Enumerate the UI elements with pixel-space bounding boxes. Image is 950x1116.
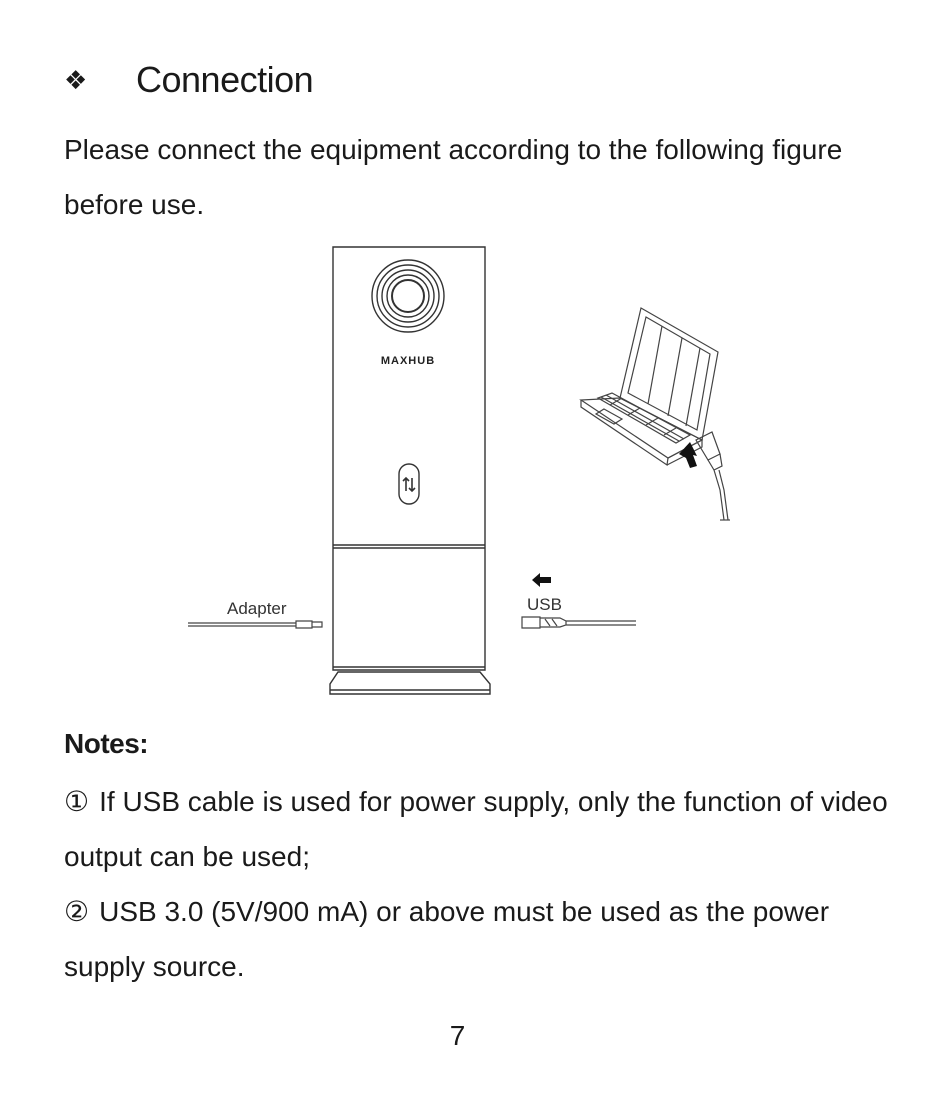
- intro-paragraph: Please connect the equipment according to the following figure before use.: [64, 134, 843, 220]
- notes-title: Notes:: [64, 728, 149, 759]
- section-title: Connection: [136, 59, 314, 100]
- section-heading: [64, 56, 313, 104]
- notes-list: [64, 774, 904, 994]
- note-marker: ①: [64, 786, 90, 817]
- up-arrow-icon: [679, 442, 697, 468]
- adapter-cable-illustration: [188, 621, 322, 628]
- usb-label: USB: [527, 595, 562, 614]
- note-item: [64, 884, 904, 994]
- brand-logo-text: MAXHUB: [380, 355, 436, 367]
- page-number: 7: [449, 1020, 466, 1051]
- note-marker: ②: [64, 896, 90, 927]
- adapter-label: Adapter: [227, 599, 287, 618]
- laptop-illustration: [581, 308, 730, 520]
- camera-device-illustration: [330, 247, 490, 694]
- diamond-bullet-icon: ❖: [64, 65, 88, 95]
- note-item: [64, 774, 904, 884]
- left-arrow-icon: [532, 573, 551, 587]
- note-text: If USB cable is used for power supply, only the function of video output can be used;: [64, 786, 888, 872]
- usb-cable-illustration: [522, 617, 636, 628]
- note-text: USB 3.0 (5V/900 mA) or above must be used as the power supply source.: [64, 896, 830, 982]
